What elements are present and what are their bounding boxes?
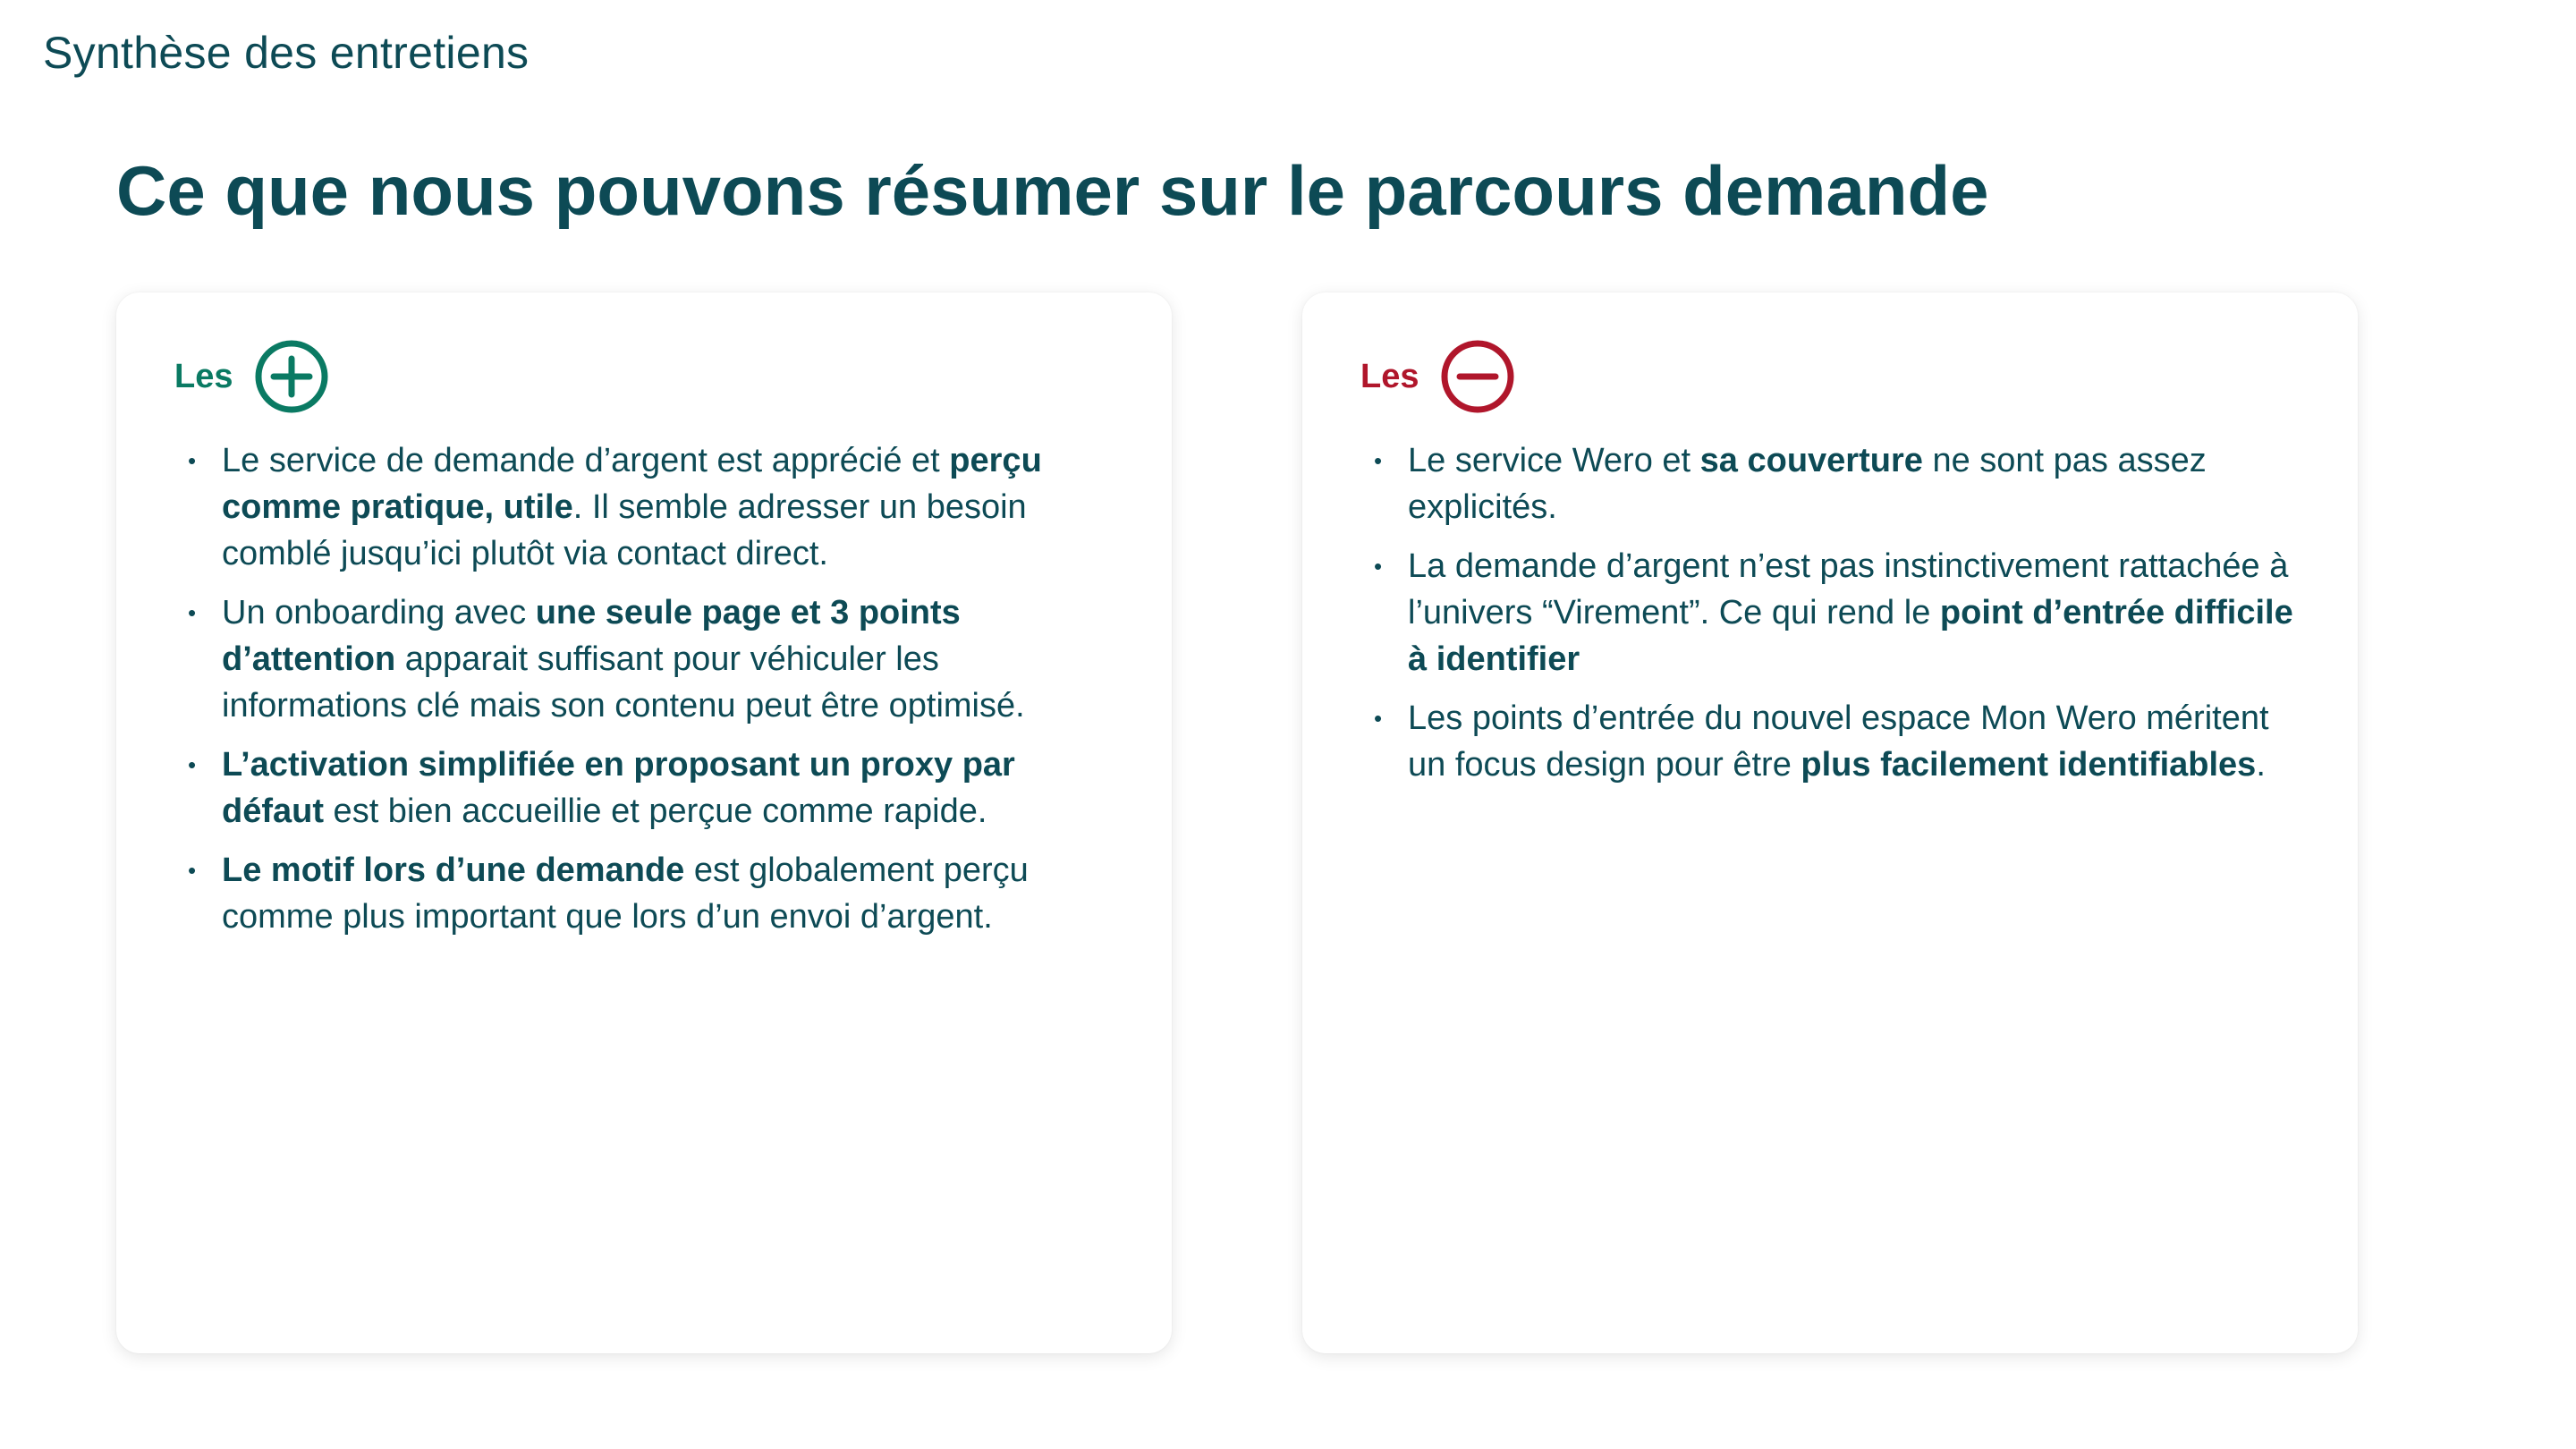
list-item — [188, 741, 1118, 835]
text-segment: Le service Wero et — [1408, 442, 1700, 479]
text-segment: Un onboarding avec — [222, 594, 536, 631]
text-segment: La demande d’argent n’est pas instinctivement rattachée à l’univers “Virement”. Ce qui rend le — [1408, 547, 2289, 631]
bold-text: sa couverture — [1699, 442, 1923, 479]
text-segment: Le service de demande d’argent est apprécié et — [222, 442, 950, 479]
pros-list — [188, 437, 1118, 953]
cons-list — [1374, 437, 2304, 801]
cons-card — [1302, 292, 2358, 1353]
list-item — [188, 589, 1118, 729]
bold-text: point d’entrée difficile à identifier — [1408, 594, 2293, 678]
pros-label: Les — [174, 357, 233, 395]
bold-text: perçu comme pratique, utile — [222, 442, 1042, 526]
list-item — [188, 437, 1118, 577]
pros-card — [116, 292, 1172, 1353]
bold-text: plus facilement identifiables — [1801, 746, 2257, 784]
plus-circle-icon — [254, 339, 329, 414]
list-item — [188, 847, 1118, 940]
text-segment: Les points d’entrée du nouvel espace Mon Wero méritent un focus design pour être — [1408, 699, 2269, 784]
section-label: Synthèse des entretiens — [43, 28, 530, 78]
text-segment: . Il semble adresser un besoin comblé jusqu’ici plutôt via contact direct. — [222, 488, 1027, 572]
text-segment: . — [2256, 746, 2266, 784]
pros-header — [174, 339, 329, 414]
bold-text: L’activation simplifiée en proposant un proxy par défaut — [222, 746, 1015, 830]
list-item — [1374, 543, 2304, 682]
cons-header — [1360, 339, 1515, 414]
text-segment: apparait suffisant pour véhiculer les informations clé mais son contenu peut être optimisé. — [222, 640, 1025, 724]
bold-text: une seule page et 3 points d’attention — [222, 594, 961, 678]
bold-text: Le motif lors d’une demande — [222, 852, 685, 889]
list-item — [1374, 695, 2304, 788]
cons-label: Les — [1360, 357, 1419, 395]
text-segment: ne sont pas assez explicités. — [1408, 442, 2207, 526]
list-item — [1374, 437, 2304, 530]
page-title: Ce que nous pouvons résumer sur le parcours demande — [116, 151, 1989, 230]
text-segment: est bien accueillie et perçue comme rapide. — [324, 792, 987, 830]
text-segment: est globalement perçu comme plus important que lors d’un envoi d’argent. — [222, 852, 1029, 936]
minus-circle-icon — [1440, 339, 1515, 414]
